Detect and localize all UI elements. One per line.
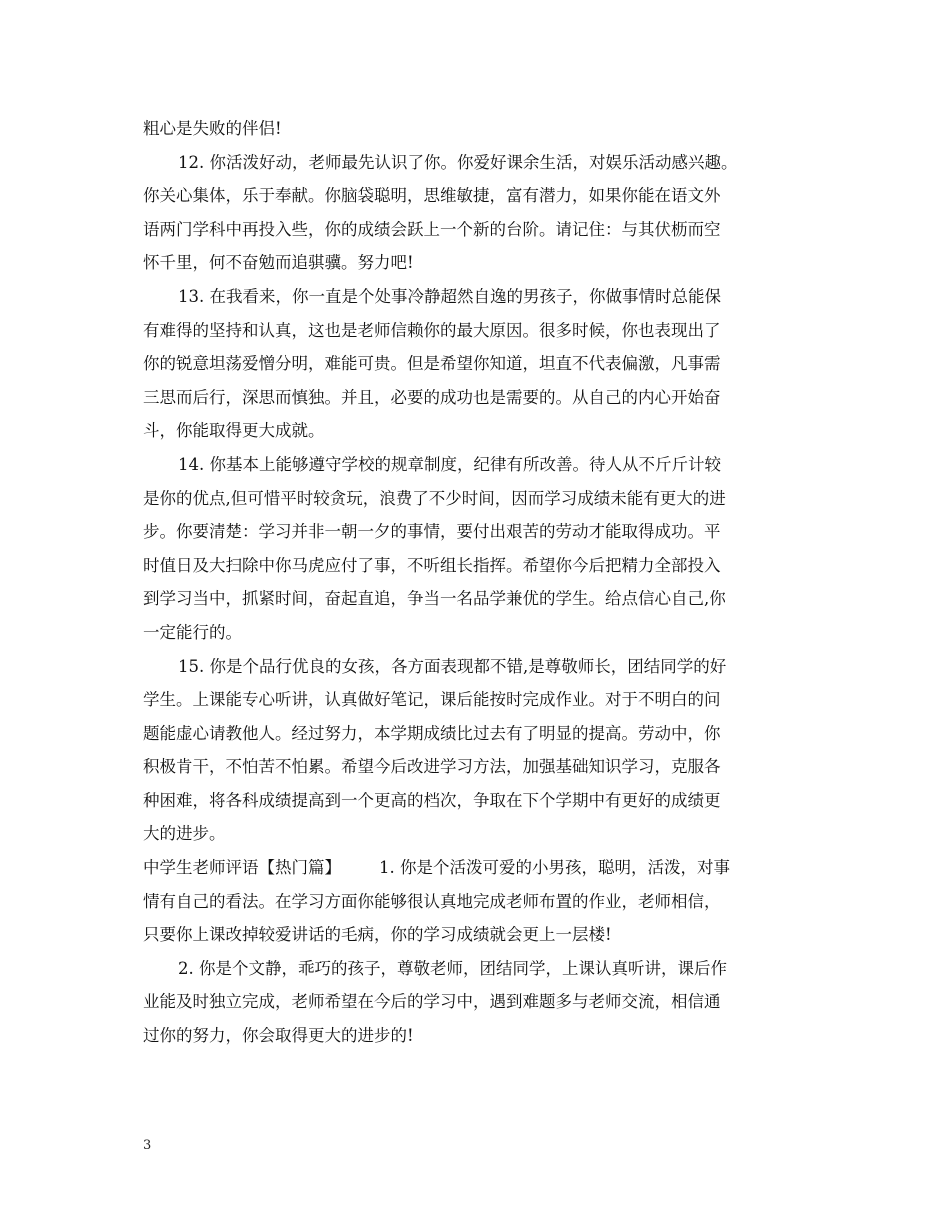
text-line: 你关心集体，乐于奉献。你脑袋聪明，思维敏捷，富有潜力，如果你能在语文外 [143,186,721,206]
text-line: 到学习当中，抓紧时间，奋起直追，争当一名品学兼优的学生。给点信心自己,你 [143,589,726,609]
heading-continuation: 1. 你是个活泼可爱的小男孩，聪明，活泼，对事 [379,858,730,878]
text-line: 过你的努力，你会取得更大的进步的! [143,1026,414,1046]
text-line: 有难得的坚持和认真，这也是老师信赖你的最大原因。很多时候，你也表现出了 [143,320,721,340]
text-line: 业能及时独立完成，老师希望在今后的学习中，遇到难题多与老师交流，相信通 [143,992,721,1012]
text-line: 大的进步。 [143,824,226,844]
text-line: 时值日及大扫除中你马虎应付了事，不听组长指挥。希望你今后把精力全部投入 [143,555,721,575]
paragraph-12-start: 12. 你活泼好动，老师最先认识了你。你爱好课余生活，对娱乐活动感兴趣。 [178,152,738,172]
document-body [143,112,811,1053]
text-line: 种困难，将各科成绩提高到一个更高的档次，争取在下个学期中有更好的成绩更 [143,790,721,810]
paragraph-13-start: 13. 在我看来，你一直是个处事冷静超然自逸的男孩子，你做事情时总能保 [178,286,721,306]
text-line: 题能虚心请教他人。经过努力，本学期成绩比过去有了明显的提高。劳动中，你 [143,723,721,743]
paragraph-2-start: 2. 你是个文静，乖巧的孩子，尊敬老师，团结同学，上课认真听讲，课后作 [178,958,727,978]
text-line: 情有自己的看法。在学习方面你能够很认真地完成老师布置的作业，老师相信， [143,891,721,911]
text-line: 三思而后行，深思而慎独。并且，必要的成功也是需要的。从自己的内心开始奋 [143,387,721,407]
text-line: 一定能行的。 [143,622,242,642]
section-heading: 中学生老师评语【热门篇】 [143,858,341,878]
text-line: 语两门学科中再投入些，你的成绩会跃上一个新的台阶。请记住：与其伏枥而空 [143,219,721,239]
text-line: 学生。上课能专心听讲，认真做好笔记，课后能按时完成作业。对于不明白的问 [143,690,721,710]
text-line: 粗心是失败的伴侣! [143,119,282,138]
text-line: 步。你要清楚：学习并非一朝一夕的事情，要付出艰苦的劳动才能取得成功。平 [143,522,721,542]
text-line: 积极肯干，不怕苦不怕累。希望今后改进学习方法，加强基础知识学习，克服各 [143,757,721,777]
paragraph-15-start: 15. 你是个品行优良的女孩，各方面表现都不错,是尊敬师长，团结同学的好 [178,656,727,676]
section-heading-line [143,851,811,885]
paragraph-14-start: 14. 你基本上能够遵守学校的规章制度，纪律有所改善。待人从不斤斤计较 [178,454,721,474]
text-line: 是你的优点,但可惜平时较贪玩，浪费了不少时间，因而学习成绩未能有更大的进 [143,488,726,508]
text-line: 只要你上课改掉较爱讲话的毛病，你的学习成绩就会更上一层楼! [143,925,612,945]
text-line: 怀千里，何不奋勉而追骐骥。努力吧! [143,253,414,273]
text-line: 斗，你能取得更大成就。 [143,421,325,441]
page-number: 3 [143,1138,152,1153]
text-line: 你的锐意坦荡爱憎分明，难能可贵。但是希望你知道，坦直不代表偏激，凡事需 [143,354,721,374]
